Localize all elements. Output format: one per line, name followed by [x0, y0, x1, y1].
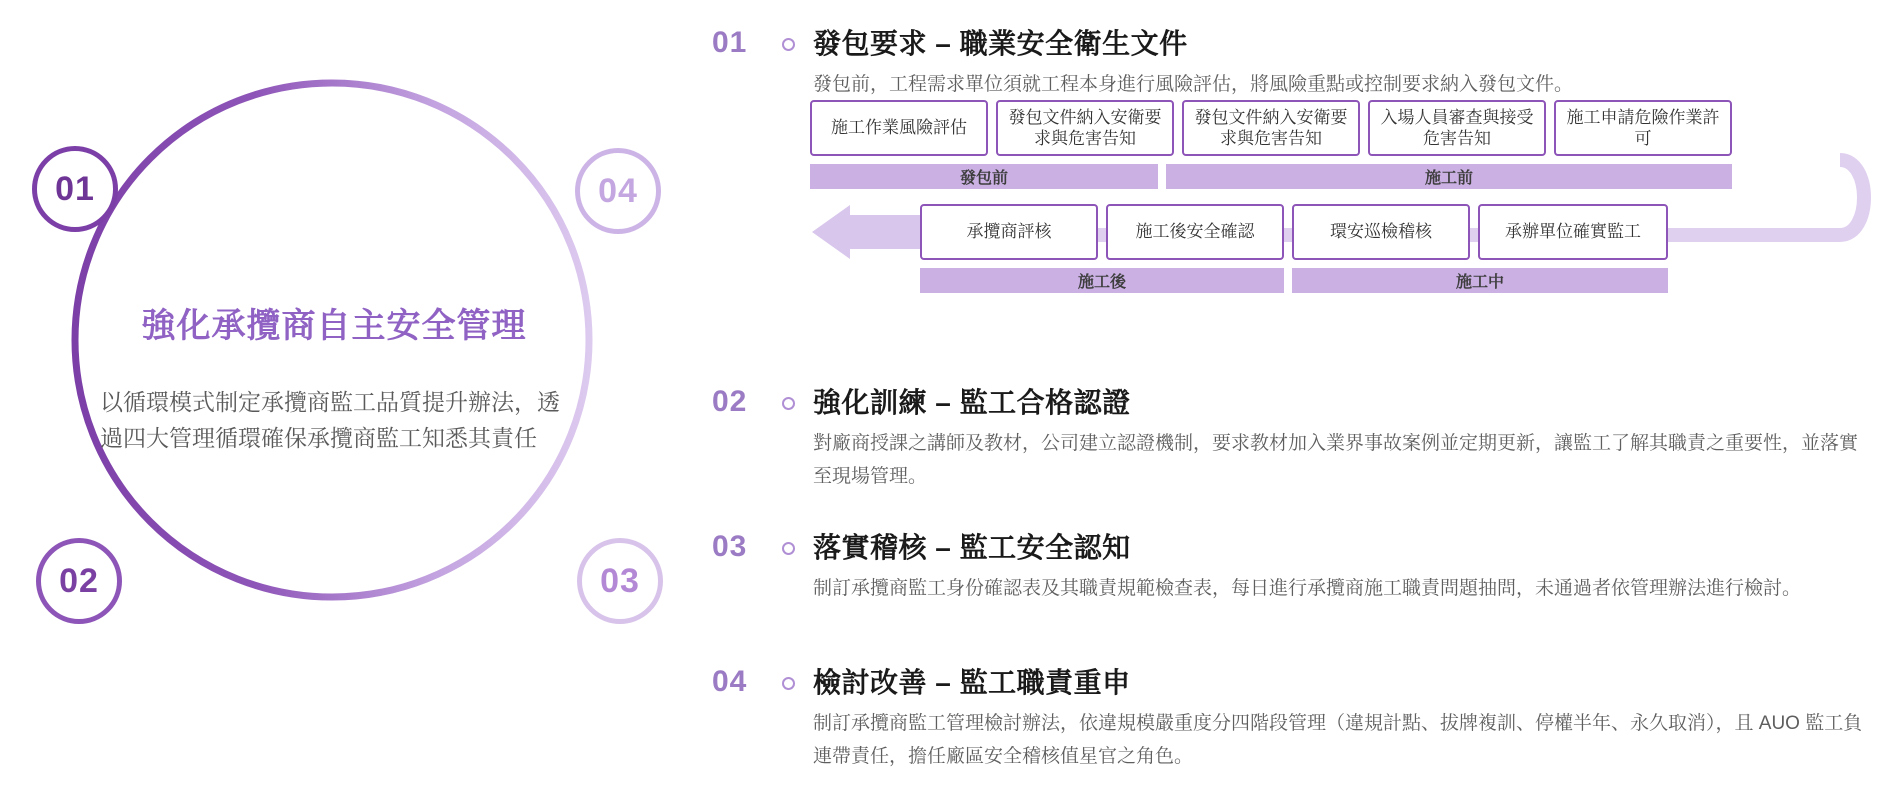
cycle-title: 強化承攬商自主安全管理 — [141, 307, 527, 345]
list-item-04-number: 04 — [712, 665, 748, 698]
list-item-03-number: 03 — [712, 530, 748, 563]
cycle-node-03-label: 03 — [600, 561, 640, 600]
flow-box-bottom-2: 施工後安全確認 — [1106, 204, 1284, 260]
flow-label-before-construction: 施工前 — [1166, 164, 1732, 189]
contractor-flow-diagram — [810, 100, 1880, 300]
flow-bottom-row — [810, 204, 1880, 260]
flow-arrow-left-icon — [810, 204, 928, 260]
flow-label-before-award: 發包前 — [810, 164, 1158, 189]
list-item-01-title: 發包要求 – 職業安全衛生文件 — [813, 28, 1188, 59]
flow-top-row — [810, 100, 1880, 156]
list-item-02-body: 對廠商授課之講師及教材，公司建立認證機制，要求教材加入業界事故案例並定期更新，讓監工了解其職責之重要性，並落實至現場管理。 — [813, 433, 1859, 488]
bullet-icon — [782, 542, 795, 555]
bullet-icon — [782, 677, 795, 690]
cycle-node-04 — [575, 148, 661, 234]
flow-box-top-2: 發包文件納入安衛要求與危害告知 — [996, 100, 1174, 156]
content-list — [700, 0, 1891, 799]
list-item-04-body: 制訂承攬商監工管理檢討辦法，依違規模嚴重度分四階段管理（違規計點、拔牌複訓、停權半年、永久取消），且 AUO 監工負連帶責任，擔任廠區安全稽核值星官之角色。 — [813, 713, 1863, 768]
list-item-03-body: 制訂承攬商監工身份確認表及其職責規範檢查表，每日進行承攬商施工職責問題抽問，未通過者依管理辦法進行檢討。 — [813, 578, 1802, 599]
flow-box-bottom-3: 環安巡檢稽核 — [1292, 204, 1470, 260]
flow-box-top-4: 入場人員審查與接受危害告知 — [1368, 100, 1546, 156]
cycle-node-02 — [36, 538, 122, 624]
cycle-description: 以循環模式制定承攬商監工品質提升辦法，透過四大管理循環確保承攬商監工知悉其責任 — [100, 389, 560, 451]
list-item-02-number: 02 — [712, 385, 748, 418]
list-item-02-title: 強化訓練 – 監工合格認證 — [813, 387, 1131, 418]
bullet-icon — [782, 397, 795, 410]
flow-label-during-construction: 施工中 — [1292, 268, 1668, 293]
flow-label-after-construction: 施工後 — [920, 268, 1284, 293]
cycle-node-01 — [32, 146, 118, 232]
cycle-ring-wrap — [22, 30, 642, 650]
list-item-04-title: 檢討改善 – 監工職責重申 — [813, 667, 1131, 698]
cycle-node-03 — [577, 538, 663, 624]
list-item-03-title: 落實稽核 – 監工安全認知 — [813, 532, 1131, 563]
cycle-node-04-label: 04 — [598, 171, 638, 210]
cycle-node-02-label: 02 — [59, 561, 99, 600]
cycle-node-01-label: 01 — [55, 169, 95, 208]
list-item-01-body: 發包前，工程需求單位須就工程本身進行風險評估，將風險重點或控制要求納入發包文件。 — [813, 74, 1574, 95]
list-item-01-number: 01 — [712, 26, 748, 59]
flow-box-top-1: 施工作業風險評估 — [810, 100, 988, 156]
flow-box-top-3: 發包文件納入安衛要求與危害告知 — [1182, 100, 1360, 156]
flow-box-top-5: 施工申請危險作業許可 — [1554, 100, 1732, 156]
flow-box-bottom-1: 承攬商評核 — [920, 204, 1098, 260]
flow-box-bottom-4: 承辦單位確實監工 — [1478, 204, 1668, 260]
cycle-diagram — [0, 0, 700, 799]
bullet-icon — [782, 38, 795, 51]
